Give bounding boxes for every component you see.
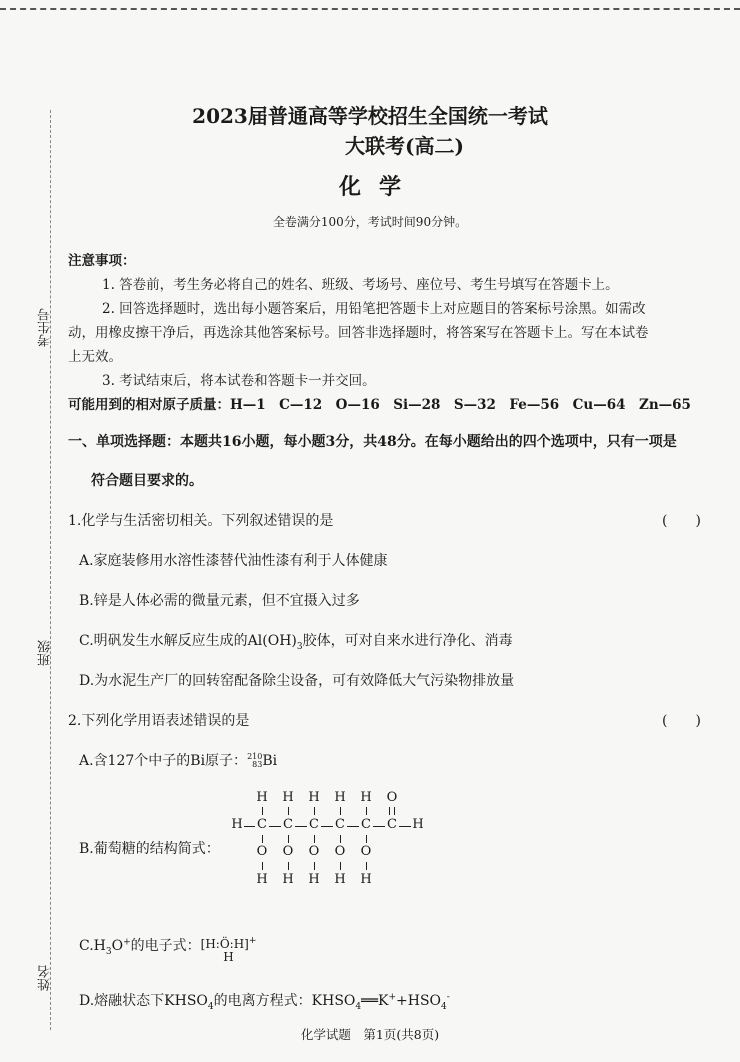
q2-option-d: D.熔融状态下$KHSO_4$的电离方程式：$KHSO_4══K^++HSO_4^-$ bbox=[79, 992, 450, 1012]
q1-option-c: C.明矾发生水解反应生成的$Al(OH)_3$胶体，可对自来水进行净化、消毒 bbox=[79, 633, 513, 652]
page-footer: 化学试题 第1页(共8页) bbox=[300, 1027, 440, 1042]
q1-option-b: B.锌是人体必需的微量元素，但不宜摄入过多 bbox=[79, 593, 360, 609]
q2-option-c: $C.H_3O^+$的电子式：[H:Ö:H]+ H bbox=[79, 936, 257, 964]
q2-answer-paren: ( ) bbox=[662, 713, 701, 729]
q2-stem: 2.下列化学用语表述错误的是 bbox=[68, 713, 250, 729]
notice-item-1: 1. 答卷前，考生务必将自己的姓名、班级、考场号、座位号、考生号填写在答题卡上。 bbox=[102, 277, 619, 293]
q1-stem: 1.化学与生活密切相关。下列叙述错误的是 bbox=[68, 513, 334, 529]
side-label-name: 姓名 bbox=[38, 965, 53, 991]
notice-item-3: 3. 考试结束后，将本试卷和答题卡一并交回。 bbox=[102, 373, 376, 389]
glucose-structure: H H H H H O H C C C C C C H O O O O O H H H H H bbox=[231, 790, 424, 887]
atomic-mass-line: 可能用到的相对原子质量：H—1 C—12 O—16 Si—28 S—32 Fe—56 Cu—64 Zn—65 bbox=[68, 397, 691, 413]
score-time-note: 全卷满分100分，考试时间90分钟。 bbox=[272, 215, 468, 229]
exam-title: 2023届普通高等学校招生全国统一考试 bbox=[192, 104, 548, 128]
subject-title: 化学 bbox=[338, 174, 419, 200]
side-label-exam-no: 考生号 bbox=[38, 308, 53, 347]
binding-line bbox=[50, 110, 51, 1030]
notice-item-2-line-3: 上无效。 bbox=[68, 349, 122, 365]
section-heading-line-1: 一、单项选择题：本题共16小题，每小题3分，共48分。在每小题给出的四个选项中，只有一项是 bbox=[68, 434, 677, 450]
q2-option-b-label: B.葡萄糖的结构简式： bbox=[79, 841, 220, 857]
notice-item-2-line-1: 2. 回答选择题时，选出每小题答案后，用铅笔把答题卡上对应题目的答案标号涂黑。如需改 bbox=[102, 301, 646, 317]
section-heading-line-2: 符合题目要求的。 bbox=[91, 473, 203, 489]
q1-option-a: A.家庭装修用水溶性漆替代油性漆有利于人体健康 bbox=[79, 553, 388, 569]
notice-heading: 注意事项： bbox=[68, 253, 136, 269]
side-label-class: 班级 bbox=[38, 640, 53, 666]
top-dashed-line bbox=[0, 8, 740, 10]
exam-subtitle-grade: 大联考(高二) bbox=[345, 134, 464, 158]
q2-option-a: A.含127个中子的Bi原子：210 83Bi bbox=[79, 752, 278, 769]
notice-item-2-line-2: 动，用橡皮擦干净后，再选涂其他答案标号。回答非选择题时，将答案写在答题卡上。写在本试卷 bbox=[68, 325, 649, 341]
q1-answer-paren: ( ) bbox=[662, 513, 701, 529]
q1-option-d: D.为水泥生产厂的回转窑配备除尘设备，可有效降低大气污染物排放量 bbox=[79, 673, 515, 689]
